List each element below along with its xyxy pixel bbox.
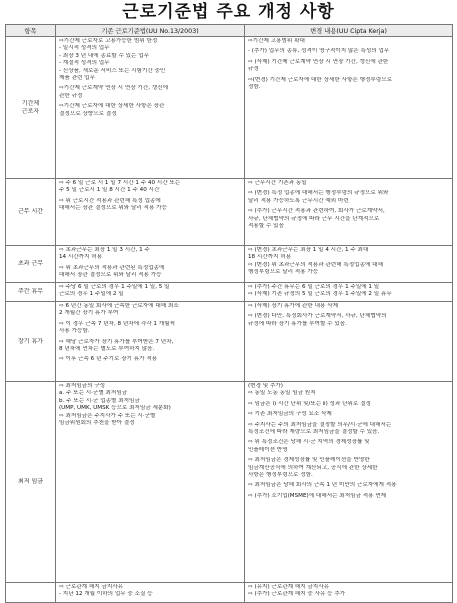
old-law-line: 대해서는 장관 결정으로 위와 달리 적용 가능	[59, 205, 167, 212]
old-law-line: ⇨ 최저임금의 구성	[59, 383, 106, 389]
table-row	[6, 37, 453, 179]
table-row	[6, 179, 453, 246]
new-law-line: 정함.	[248, 84, 261, 91]
category-line: 초과 근무	[17, 260, 44, 268]
new-law-line: 특정조건에 따라 재량으로 최저임금을 결정할 수 있음.	[248, 429, 380, 436]
new-law-line: ⇨ (유지) 근로관계 해지 금지사유	[248, 584, 330, 590]
old-law-line: a. 주 또는 시·군별 최저임금	[59, 390, 128, 397]
category-line: 근무 시간	[17, 208, 44, 216]
old-law-line: (UMP, UMK, UMSK 등으로 최저임금 세분화)	[59, 405, 171, 412]
old-law-line: - 일시적 성격의 업무	[59, 45, 110, 52]
old-law-line: 14 시간까지 허용	[59, 254, 103, 261]
new-law-line: ⇨(변경) 기간제 근로자에 대한 상세한 사항은 행정부령으로	[248, 76, 393, 83]
old-law-cell	[56, 283, 245, 302]
new-law-line: ⇨ 기존 최저임금의 구성 요소 삭제	[248, 411, 332, 418]
old-law-line: 관한 규정	[59, 92, 83, 99]
header-item: 항목	[6, 25, 56, 37]
old-law-line: 임금위원회의 추천을 받아 결정	[59, 420, 135, 427]
old-law-line: ⇨ 위 초과근무의 적용과 관련된 특정업종에	[59, 264, 165, 271]
table-row	[6, 382, 453, 583]
new-law-line: 적용할 수 있음	[248, 223, 284, 230]
old-law-line: ⇨ 6 년간 동일 회사에 근속한 근로자에 대해 최소	[59, 303, 179, 309]
row-category	[6, 37, 56, 179]
new-law-line: 행정부령으로 달리 적용 가능	[248, 269, 319, 276]
new-law-line: 18 시간까지 허용	[248, 254, 292, 261]
new-law-line: ⇨ (삭제) 기존 규정의 5 일 근로의 경우 1 주일에 2 일 휴무	[248, 291, 392, 298]
new-law-line: ⇨ 임금은 ⅰ) 시간 단위 및/또는 ⅱ) 성과 단위로 결정	[248, 400, 371, 407]
new-law-line: ⇨기간제 고용범위 확대	[248, 38, 305, 44]
old-law-line: - 신상품, 새로운 서비스 또는 시험기간 중인	[59, 67, 166, 74]
row-category	[6, 302, 56, 382]
new-law-line: ⇨ (변경) 초과근무는 최장 1 일 4 시간, 1 주 최대	[248, 247, 369, 253]
old-law-line: ⇨기간제 근로계약 연장 시 연장 기간, 갱신에	[59, 85, 168, 92]
table-row	[6, 283, 453, 302]
old-law-cell	[56, 382, 245, 583]
old-law-line: ⇨기간제 근로자에 대한 상세한 사항은 장관	[59, 103, 165, 110]
new-law-cell	[245, 302, 453, 382]
new-law-line: ⇨ (추가) 주간 휴무는 6 일 근로의 경우 1 주일에 1 일	[248, 284, 380, 290]
old-law-line: ⇨ 초과근무는 최장 1 일 3 시간, 1 주	[59, 247, 150, 253]
new-law-line: ⇨ 최저임금은 당해 회사의 근속 1 년 미만의 근로자에게 적용	[248, 482, 397, 489]
table-row	[6, 583, 453, 603]
old-law-line: ⇨ 해당 근로자가 장기 휴가를 부여받은 7 년차,	[59, 338, 174, 345]
old-law-cell	[56, 302, 245, 382]
old-law-cell	[56, 583, 245, 603]
new-law-cell	[245, 283, 453, 302]
row-category	[6, 179, 56, 246]
old-law-cell	[56, 246, 245, 283]
old-law-line: ⇨기간제 근로자로 고용가능한 범위 한정	[59, 38, 158, 44]
old-law-line: 사용 가능함.	[59, 328, 90, 335]
category-line: 최저 임금	[17, 478, 44, 486]
new-law-line: 임금계산공식에 의하여 계산되고, 공식에 관한 상세한	[248, 464, 378, 471]
old-law-line: - 지난 12 개월 이하의 업무 중 소질 등	[59, 591, 153, 598]
row-category	[6, 246, 56, 283]
new-law-line: ⇨ 근무시간 기존과 동일	[248, 180, 307, 186]
old-law-line: b. 주 또는 시·군 업종별 최저임금	[59, 397, 140, 404]
new-law-cell	[245, 382, 453, 583]
new-law-line: ⇨ (변경) 다만, 특정회사가 근로계약서, 사규, 단체협약의	[248, 313, 387, 320]
old-law-line: 결정으로 상향으로 결정	[59, 110, 117, 117]
old-law-line: ⇨ 이후 근속 6 년 주기로 장기 휴가 적용	[59, 356, 158, 363]
old-law-line: ⇨ 이 경우 근속 7 년차, 8 년차에 각각 1 개월씩	[59, 320, 175, 327]
old-law-line: 주 5 일 근로시 1 일 8 시간 1 주 40 시간	[59, 187, 160, 194]
new-law-line: - (추가) 업무의 종류, 성격이 영구적이지 않은 특성의 업무	[248, 48, 390, 55]
new-law-line: 규정	[248, 66, 259, 73]
new-law-line: 사항은 행정부령으로 정함.	[248, 472, 313, 479]
old-law-line: ⇨ 최저임금은 주지사가 주 또는 시·군별	[59, 412, 156, 419]
old-law-cell	[56, 37, 245, 179]
new-law-line: ⇨ (삭제) 기간제 근로계약 연장 시 연장 기간, 갱신에 관한	[248, 58, 389, 65]
new-law-line: (변경 및 추가)	[248, 383, 283, 389]
new-law-line: ⇨ 주지사는 주의 최저임금을 결정할 의무/시·군에 대해서는	[248, 421, 392, 428]
category-line: 주간 휴무	[17, 288, 44, 296]
category-line: 장기 휴가	[17, 337, 44, 345]
old-law-cell	[56, 179, 245, 246]
new-law-line: ⇨ (추가) 소기업(MSME)에 대해서는 최저임금 적용 면제	[248, 492, 387, 499]
header-old-law: 기존 근로기준법(UU No.13/2003)	[56, 25, 245, 37]
old-law-line: ⇨ 근로관계 해지 금지사유	[59, 584, 124, 590]
row-category	[6, 283, 56, 302]
old-law-line: - 계절적 성격의 업무	[59, 60, 110, 67]
old-law-line: 2 개월간 장기 휴가 부여	[59, 310, 119, 317]
old-law-line: ⇨ 위 근로시간 적용과 관련해 특정 업종에	[59, 197, 161, 204]
old-law-line: 대해서 장관 결정으로 위와 달리 적용 가능	[59, 272, 162, 279]
new-law-line: ⇨ (추가) 근로관계 해지 중 사유 등 추가	[248, 591, 346, 598]
old-law-line: ⇨ 주당 6 일 근로의 경우 1 주일에 1 일, 5 일	[59, 284, 170, 290]
document-title: 근로기준법 주요 개정 사항	[122, 2, 335, 22]
new-law-line: ⇨ (삭제) 장기 휴가에 관한 내용 삭제	[248, 303, 338, 309]
new-law-line: 인플레이션 반영	[248, 446, 288, 453]
table-header-row	[6, 25, 453, 37]
new-law-line: ⇨ (변경) 특정 업종에 대해서는 행정부령의 규정으로 위와	[248, 190, 389, 197]
new-law-line: ⇨ (변경) 위 초과근무의 적용과 관련해 특정업종에 대해	[248, 261, 383, 268]
new-law-line: ⇨ (추가) 근무시간 적용과 관련하여, 회사가 근로계약서,	[248, 208, 385, 215]
table-row	[6, 246, 453, 283]
old-law-line: 근로의 경우 1 주일에 2 일	[59, 291, 124, 298]
new-law-line: 사규, 단체협약의 규정에 따라 근무 시간을 단계적으로	[248, 215, 380, 222]
category-line: 근로자	[21, 107, 40, 115]
row-category	[6, 583, 56, 603]
category-line: 기간제	[21, 100, 40, 108]
header-new-law: 변경 내용(UU Cipta Kerja)	[245, 25, 453, 37]
new-law-line: ⇨ 동일 노동 동일 임금 원칙	[248, 390, 316, 397]
new-law-line: ⇨ 위 특정조건은 당해 시·군 지역의 경제성장률 및	[248, 439, 370, 446]
new-law-cell	[245, 246, 453, 283]
new-law-line: 규정에 따라 장기 휴가를 부여할 수 있음.	[248, 320, 347, 327]
row-category	[6, 382, 56, 583]
old-law-line: ⇨ 주 6 일 근로 시 1 일 7 시간 1 주 40 시간 또는	[59, 180, 181, 186]
new-law-cell	[245, 179, 453, 246]
revision-table	[5, 24, 453, 603]
old-law-line: 8 년차에 연차는 별도로 부여하지 않음.	[59, 346, 155, 353]
new-law-cell	[245, 583, 453, 603]
old-law-line: 제품 관련 업무	[59, 75, 95, 82]
old-law-line: - 최장 3 년 내에 종료할 수 있는 업무	[59, 52, 150, 59]
new-law-cell	[245, 37, 453, 179]
table-row	[6, 302, 453, 382]
new-law-line: 달리 적용 가능하도록 근무시간 예외 마련	[248, 197, 349, 204]
new-law-line: ⇨ 최저임금은 경제성장률 및 인플레이션을 반영한	[248, 457, 370, 464]
